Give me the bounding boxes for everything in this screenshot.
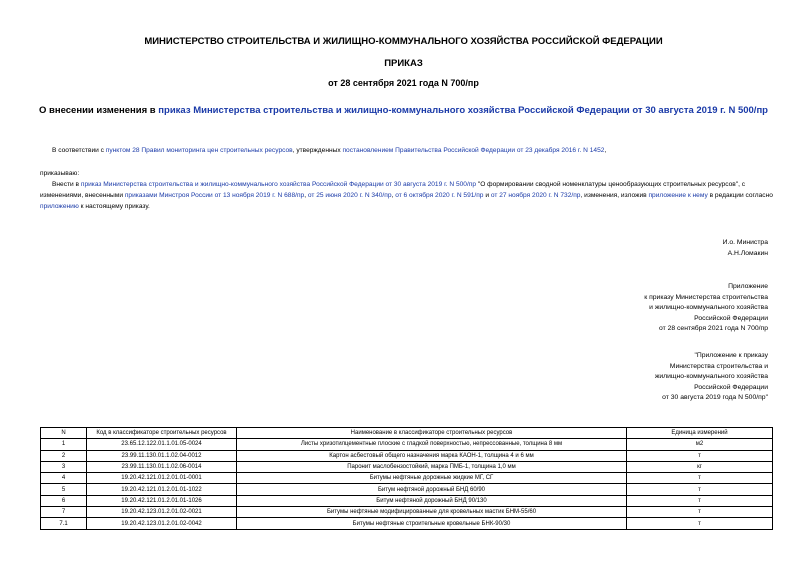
body-text: Внести в <box>52 181 81 188</box>
resolution-link[interactable]: постановлением Правительства Российской Федерации от 23 декабря 2016 г. N 1452 <box>342 147 605 154</box>
column-header: Код в классификаторе строительных ресурсов <box>87 428 237 439</box>
resource-name: Паронит маслобензостойкий, марка ПМБ-1, толщина 1,0 мм <box>237 461 627 472</box>
document-type: ПРИКАЗ <box>384 58 423 69</box>
resource-code: 23.65.12.122.01.1.01.05-0024 <box>87 439 237 450</box>
appendix-quote-line: Российской Федерации <box>694 383 768 391</box>
row-number: 7.1 <box>41 518 87 529</box>
column-header: Единица измерений <box>627 428 773 439</box>
title-prefix: О внесении изменения в <box>39 105 159 116</box>
document-title <box>0 105 807 116</box>
resource-unit: м2 <box>627 439 773 450</box>
row-number: 3 <box>41 461 87 472</box>
row-number: 1 <box>41 439 87 450</box>
resource-name: Картон асбестовый общего назначения марка КАОН-1, толщина 4 и 6 мм <box>237 450 627 461</box>
resource-unit: т <box>627 450 773 461</box>
appendix-line: к приказу Министерства строительства <box>644 293 768 301</box>
resource-code: 19.20.42.123.01.2.01.02-0042 <box>87 518 237 529</box>
appendix-line: от 28 сентября 2021 года N 700/пр <box>658 325 768 333</box>
signer-position: И.о. Министра <box>722 239 768 246</box>
preamble-text: , утвержденных <box>292 147 343 154</box>
body-text: в редакции согласно <box>707 192 773 199</box>
preamble-paragraph <box>52 145 772 156</box>
ministry-heading: МИНИСТЕРСТВО СТРОИТЕЛЬСТВА И ЖИЛИЩНО-КОММУНАЛЬНОГО ХОЗЯЙСТВА РОССИЙСКОЙ ФЕДЕРАЦИИ <box>144 36 663 47</box>
resource-name: Битумы нефтяные строительные кровельные БНК-90/30 <box>237 518 627 529</box>
resource-unit: т <box>627 473 773 484</box>
body-paragraph <box>40 179 775 212</box>
appendix-quote-line: от 30 августа 2019 года N 500/пр" <box>662 394 768 402</box>
appendix-quote-line: "Приложение к приказу <box>694 352 768 359</box>
body-text: "О формировании сводной номенклатуры ценообразующих строительных ресурсов", с изменениями, внесенными <box>40 181 746 199</box>
resource-name: Битум нефтяной дорожный БНД 60/90 <box>237 484 627 495</box>
table-row <box>41 518 773 529</box>
order-340-link[interactable]: от 25 июня 2020 г. N 340/пр <box>307 192 392 199</box>
appendix-header <box>644 282 768 335</box>
row-number: 6 <box>41 495 87 506</box>
attachment-link[interactable]: приложению <box>40 203 79 210</box>
preamble-text: В соответствии с <box>52 147 106 154</box>
column-header: Наименование в классификаторе строительных ресурсов <box>237 428 627 439</box>
preamble-text: , <box>604 147 607 154</box>
column-header: N <box>41 428 87 439</box>
table-row <box>41 439 773 450</box>
order-word: приказываю: <box>40 170 80 177</box>
resource-code: 19.20.42.121.01.2.01.01-0001 <box>87 473 237 484</box>
order-688-link[interactable]: приказами Минстроя России от 13 ноября 2019 г. N 688/пр <box>124 192 305 199</box>
appendix-line: и жилищно-коммунального хозяйства <box>649 304 768 312</box>
resource-unit: т <box>627 507 773 518</box>
order-500-link[interactable]: приказ Министерства строительства и жилищно-коммунального хозяйства Российской Федерации от 30 августа 2019 г. N 500/пр <box>80 181 477 188</box>
resource-code: 19.20.42.121.01.2.01.01-1022 <box>87 484 237 495</box>
appendix-quote-line: жилищно-коммунального хозяйства <box>654 373 768 381</box>
row-number: 7 <box>41 507 87 518</box>
resource-unit: т <box>627 518 773 529</box>
row-number: 4 <box>41 473 87 484</box>
order-591-link[interactable]: от 6 октября 2020 г. N 591/пр <box>395 192 484 199</box>
body-text: , <box>391 192 396 199</box>
resource-code: 19.20.42.123.01.2.01.02-0021 <box>87 507 237 518</box>
body-text: , <box>304 192 308 199</box>
order-732-link[interactable]: от 27 ноября 2020 г. N 732/пр <box>490 192 581 199</box>
title-link[interactable]: приказ Министерства строительства и жилищно-коммунального хозяйства Российской Федерации от 30 августа 2019 г. N 500/пр <box>158 105 768 116</box>
rules-link[interactable]: пунктом 28 Правил мониторинга цен строительных ресурсов <box>105 147 293 154</box>
resource-name: Битум нефтяной дорожный БНД 90/130 <box>237 495 627 506</box>
resource-name: Битумы нефтяные модифицированные для кровельных мастик БНМ-55/60 <box>237 507 627 518</box>
table-row <box>41 495 773 506</box>
row-number: 5 <box>41 484 87 495</box>
resource-unit: кг <box>627 461 773 472</box>
appendix-line: Приложение <box>728 283 768 290</box>
body-text: и <box>483 192 491 199</box>
appendix-line: Российской Федерации <box>694 314 768 322</box>
body-text: , изменения, изложив <box>580 192 649 199</box>
resource-code: 23.99.11.130.01.1.02.06-0014 <box>87 461 237 472</box>
row-number: 2 <box>41 450 87 461</box>
table-row <box>41 507 773 518</box>
appendix-quote-line: Министерства строительства и <box>669 362 768 370</box>
table-header-row <box>41 428 773 439</box>
table-row <box>41 484 773 495</box>
document-date-number: от 28 сентября 2021 года N 700/пр <box>328 78 479 88</box>
resource-unit: т <box>627 484 773 495</box>
resource-name: Листы хризотилцементные плоские с гладкой поверхностью, непрессованные, толщина 8 мм <box>237 439 627 450</box>
table-row <box>41 473 773 484</box>
resource-unit: т <box>627 495 773 506</box>
resource-code: 19.20.42.121.01.2.01.01-1026 <box>87 495 237 506</box>
appendix-link[interactable]: приложение к нему <box>648 192 708 199</box>
resources-table <box>40 427 773 530</box>
table-row <box>41 461 773 472</box>
signer-name: А.Н.Ломакин <box>727 249 768 257</box>
table-row <box>41 450 773 461</box>
resource-code: 23.99.11.130.01.1.02.04-0012 <box>87 450 237 461</box>
signature-block <box>723 238 768 259</box>
body-text: к настоящему приказу. <box>78 203 150 210</box>
resource-name: Битумы нефтяные дорожные жидкие МГ, СГ <box>237 473 627 484</box>
appendix-quote <box>655 351 768 404</box>
